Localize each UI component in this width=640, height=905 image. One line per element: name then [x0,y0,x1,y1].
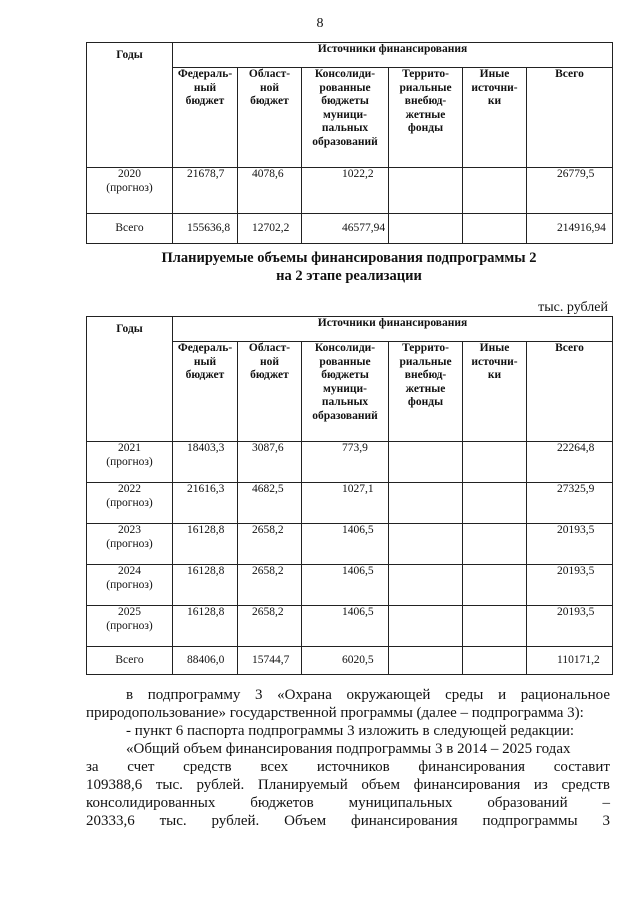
unit-label: тыс. рублей [538,300,608,315]
word: подпрограммы [482,813,578,829]
subheader-col: Консолиди- рованные бюджеты муници- пальных образований [302,68,389,168]
subheader-col: Федераль- ный бюджет [173,342,238,442]
cell-other [463,442,527,483]
word: составит [553,759,610,775]
cell-total: 27325,9 [527,483,613,524]
word: 20333,6 [86,813,135,829]
subheader-col: Всего [527,68,613,168]
word: за [86,759,99,775]
table-row [87,524,613,565]
cell-total: 26779,5 [527,168,613,214]
cell-federal: 21678,7 [173,168,238,214]
cell-year: Всего [87,214,173,244]
subheader-col: Всего [527,342,613,442]
cell-regional: 15744,7 [238,647,302,675]
financing-table-1 [86,42,613,244]
cell-federal: 16128,8 [173,524,238,565]
subheader-col: Федераль- ный бюджет [173,68,238,168]
word: образований [487,795,568,811]
subheader-col: Иные источни- ки [463,342,527,442]
cell-territorial [389,442,463,483]
cell-other [463,647,527,675]
table-row [87,565,613,606]
cell-regional: 2658,2 [238,606,302,647]
cell-regional: 4078,6 [238,168,302,214]
cell-year: 2022 (прогноз) [87,483,173,524]
subheader-col: Област- ной бюджет [238,68,302,168]
word: консолидированных [86,795,216,811]
cell-municipal: 1022,2 [302,168,389,214]
cell-territorial [389,214,463,244]
cell-total: 110171,2 [527,647,613,675]
cell-federal: 18403,3 [173,442,238,483]
word: среды [445,687,484,703]
subheader-col: Террито- риальные внебюд- жетные фонды [389,342,463,442]
text-line: 109388,6 тыс. рублей. Планируемый объем финансирования из средств [86,777,610,793]
word: 3 [602,813,610,829]
text-line: природопользование» государственной программы (далее – подпрограмма 3): [86,705,584,721]
table-row [87,606,613,647]
table-row [87,168,613,214]
cell-regional: 3087,6 [238,442,302,483]
cell-regional: 12702,2 [238,214,302,244]
header-years: Годы [87,43,173,168]
cell-year: 2021 (прогноз) [87,442,173,483]
cell-total: 22264,8 [527,442,613,483]
cell-regional: 2658,2 [238,565,302,606]
cell-total: 214916,94 [527,214,613,244]
word: всех [260,759,289,775]
cell-other [463,565,527,606]
cell-federal: 16128,8 [173,565,238,606]
table-row [87,647,613,675]
cell-regional: 4682,5 [238,483,302,524]
cell-federal: 16128,8 [173,606,238,647]
table-row [87,214,613,244]
cell-year: 2020 (прогноз) [87,168,173,214]
cell-federal: 155636,8 [173,214,238,244]
cell-total: 20193,5 [527,565,613,606]
word: бюджетов [250,795,314,811]
page-number: 8 [316,16,324,31]
word: Объем [284,813,327,829]
text-line: - пункт 6 паспорта подпрограммы 3 изложить в следующей редакции: [126,723,575,739]
header-sources: Источники финансирования [173,43,613,68]
cell-other [463,214,527,244]
text-line: «Общий объем финансирования подпрограммы 3 в 2014 – 2025 годах [126,741,571,757]
header-years: Годы [87,317,173,442]
section-subtitle: Планируемые объемы финансирования подпрограммы 2 на 2 этапе реализации [161,250,537,284]
cell-total: 20193,5 [527,524,613,565]
text-line [86,686,610,704]
text-line [86,794,610,812]
word: 3 [255,687,263,703]
word: финансирования [350,813,458,829]
cell-municipal: 773,9 [302,442,389,483]
cell-year: 2024 (прогноз) [87,565,173,606]
table-row [87,442,613,483]
cell-territorial [389,606,463,647]
word: рублей. [211,813,260,829]
cell-territorial [389,483,463,524]
cell-other [463,483,527,524]
table-row [87,483,613,524]
subheader-col: Област- ной бюджет [238,342,302,442]
word: средств [183,759,232,775]
word: окружающей [346,687,431,703]
word: источников [316,759,390,775]
word: подпрограмму [147,687,241,703]
cell-other [463,524,527,565]
cell-year: 2023 (прогноз) [87,524,173,565]
subheader-col: Консолиди- рованные бюджеты муници- пальных образований [302,342,389,442]
cell-other [463,606,527,647]
word: и [498,687,507,703]
text-line [86,812,610,830]
financing-table-2 [86,316,613,675]
cell-year: 2025 (прогноз) [87,606,173,647]
word: муниципальных [348,795,453,811]
word: тыс. [159,813,187,829]
word: финансирования [418,759,526,775]
cell-municipal: 6020,5 [302,647,389,675]
word: рациональное [520,687,610,703]
paragraph-subprogram-3 [86,686,610,830]
cell-total: 20193,5 [527,606,613,647]
cell-municipal: 46577,94 [302,214,389,244]
header-sources: Источники финансирования [173,317,613,342]
cell-territorial [389,647,463,675]
cell-federal: 21616,3 [173,483,238,524]
cell-municipal: 1406,5 [302,606,389,647]
cell-territorial [389,524,463,565]
cell-territorial [389,565,463,606]
word: «Охрана [277,687,332,703]
cell-municipal: 1027,1 [302,483,389,524]
cell-municipal: 1406,5 [302,565,389,606]
word: – [602,795,610,811]
word: счет [127,759,155,775]
cell-territorial [389,168,463,214]
cell-year: Всего [87,647,173,675]
text-line [86,758,610,776]
cell-regional: 2658,2 [238,524,302,565]
cell-municipal: 1406,5 [302,524,389,565]
subheader-col: Террито- риальные внебюд- жетные фонды [389,68,463,168]
word: в [126,687,134,703]
subheader-col: Иные источни- ки [463,68,527,168]
cell-federal: 88406,0 [173,647,238,675]
cell-other [463,168,527,214]
